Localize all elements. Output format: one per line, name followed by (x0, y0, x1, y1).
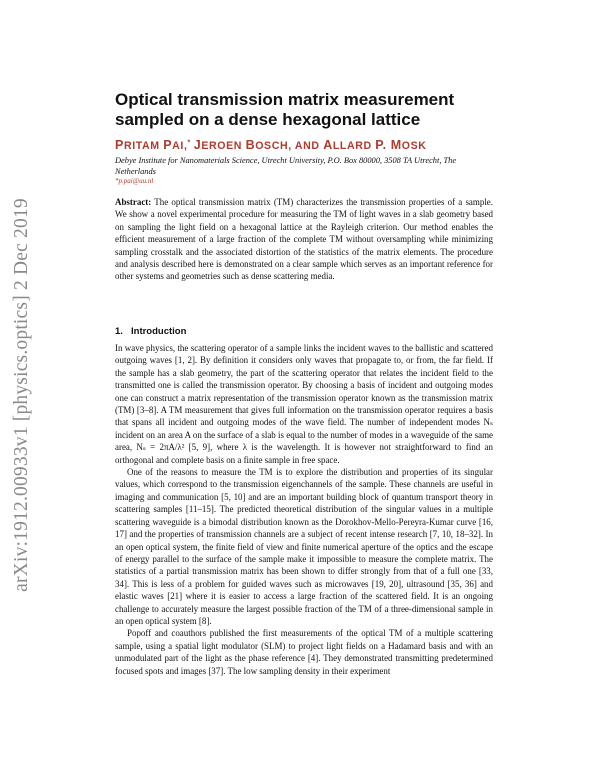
section-number: 1. (115, 326, 123, 337)
author-1: PRITAM PAI,* (115, 138, 191, 152)
paragraph: In wave physics, the scattering operator of a sample links the incident waves to the ballistic and scattered outgoing waves [1, 2]. By definition it considers only waves that propagate to, or from, the far field. If the sample has a slab geometry, the part of the scattering operator that relates the incident field to the transmitted one is called the transmission operator. By choosing a basis of incident and outgoing modes one can construct a matrix representation of the transmission operator known as the transmission matrix (TM) [3–8]. A TM measurement that gives full information on the transmission operator requires a basis that spans all incident and outgoing modes of the wave field. The number of independent modes Nₛ incident on an area A on the surface of a slab is equal to the number of modes in a waveguide of the same area, Nₛ = 2πA/λ² [5, 9], where λ is the wavelength. It is however not straightforward to find an orthogonal and complete basis on a finite sample in free space. (115, 343, 493, 465)
corresponding-author-mark: * (187, 139, 191, 147)
paragraph: Popoff and coauthors published the first measurements of the optical TM of a multiple scattering sample, using a spatial light modulator (SLM) to project light fields on a Hadamard basis and with an unmodulated part of the light as the phase reference [4]. They demonstrated transmitting predetermined focused spots and images [37]. The low sampling density in their experiment (115, 628, 493, 676)
section-heading (115, 326, 415, 337)
paper-title: Optical transmission matrix measurement sampled on a dense hexagonal lattice (115, 90, 455, 129)
author-2: JEROEN BOSCH, AND (193, 138, 324, 152)
abstract-text: The optical transmission matrix (TM) characterizes the transmission properties of a sample. We show a novel experimental procedure for measuring the TM of light waves in a slab geometry based on sampling the light field on a hexagonal lattice at the Rayleigh criterion. Our method enables the efficient measurement of a large fraction of the complete TM without oversampling while minimizing sampling crosstalk and the associated distortion of the statistics of the matrix elements. The procedure and analysis described here is demonstrated on a clear sample which serves as an important reference for other systems and geometries such as dense scattering media. (115, 197, 493, 282)
abstract-label: Abstract: (115, 197, 152, 207)
abstract (115, 196, 493, 283)
section-title: Introduction (131, 326, 187, 337)
author-affiliation: Debye Institute for Nanomaterials Science, Utrecht University, P.O. Box 80000, 3508 TA Utrecht, The Netherlands (115, 156, 457, 176)
author-3: ALLARD P. MOSK (323, 138, 427, 152)
arxiv-side-identifier: arXiv:1912.00933v1 [physics.optics] 2 Dec 2019 (11, 198, 33, 592)
author-email: *p.pai@uu.nl (115, 177, 154, 185)
author-list (115, 138, 515, 152)
paragraph: One of the reasons to measure the TM is to explore the distribution and properties of its singular values, which correspond to the transmission eigenchannels of the sample. These channels are useful in imaging and communication [5, 10] and are an important building block of quantum transport theory in scattering samples [11–15]. The predicted theoretical distribution of the singular values in a multiple scattering waveguide is a bimodal distribution known as the Dorokhov-Mello-Pereyra-Kumar curve [16, 17] and the properties of transmission channels are a subject of recent intense research [7, 10, 18–32]. In an open optical system, the finite field of view and finite numerical aperture of the optics and the escape of energy parallel to the surface of the sample make it impossible to measure the complete matrix. The statistics of a partial transmission matrix has been shown to differ strongly from that of a full one [33, 34]. This is less of a problem for guided waves such as microwaves [19, 20], ultrasound [35, 36] and elastic waves [21] where it is easier to access a large fraction of the scattered field. It is an ongoing challenge to accurately measure the largest possible fraction of the TM of a three-dimensional sample in an open optical system [8]. (115, 467, 493, 626)
body-text (115, 342, 493, 677)
